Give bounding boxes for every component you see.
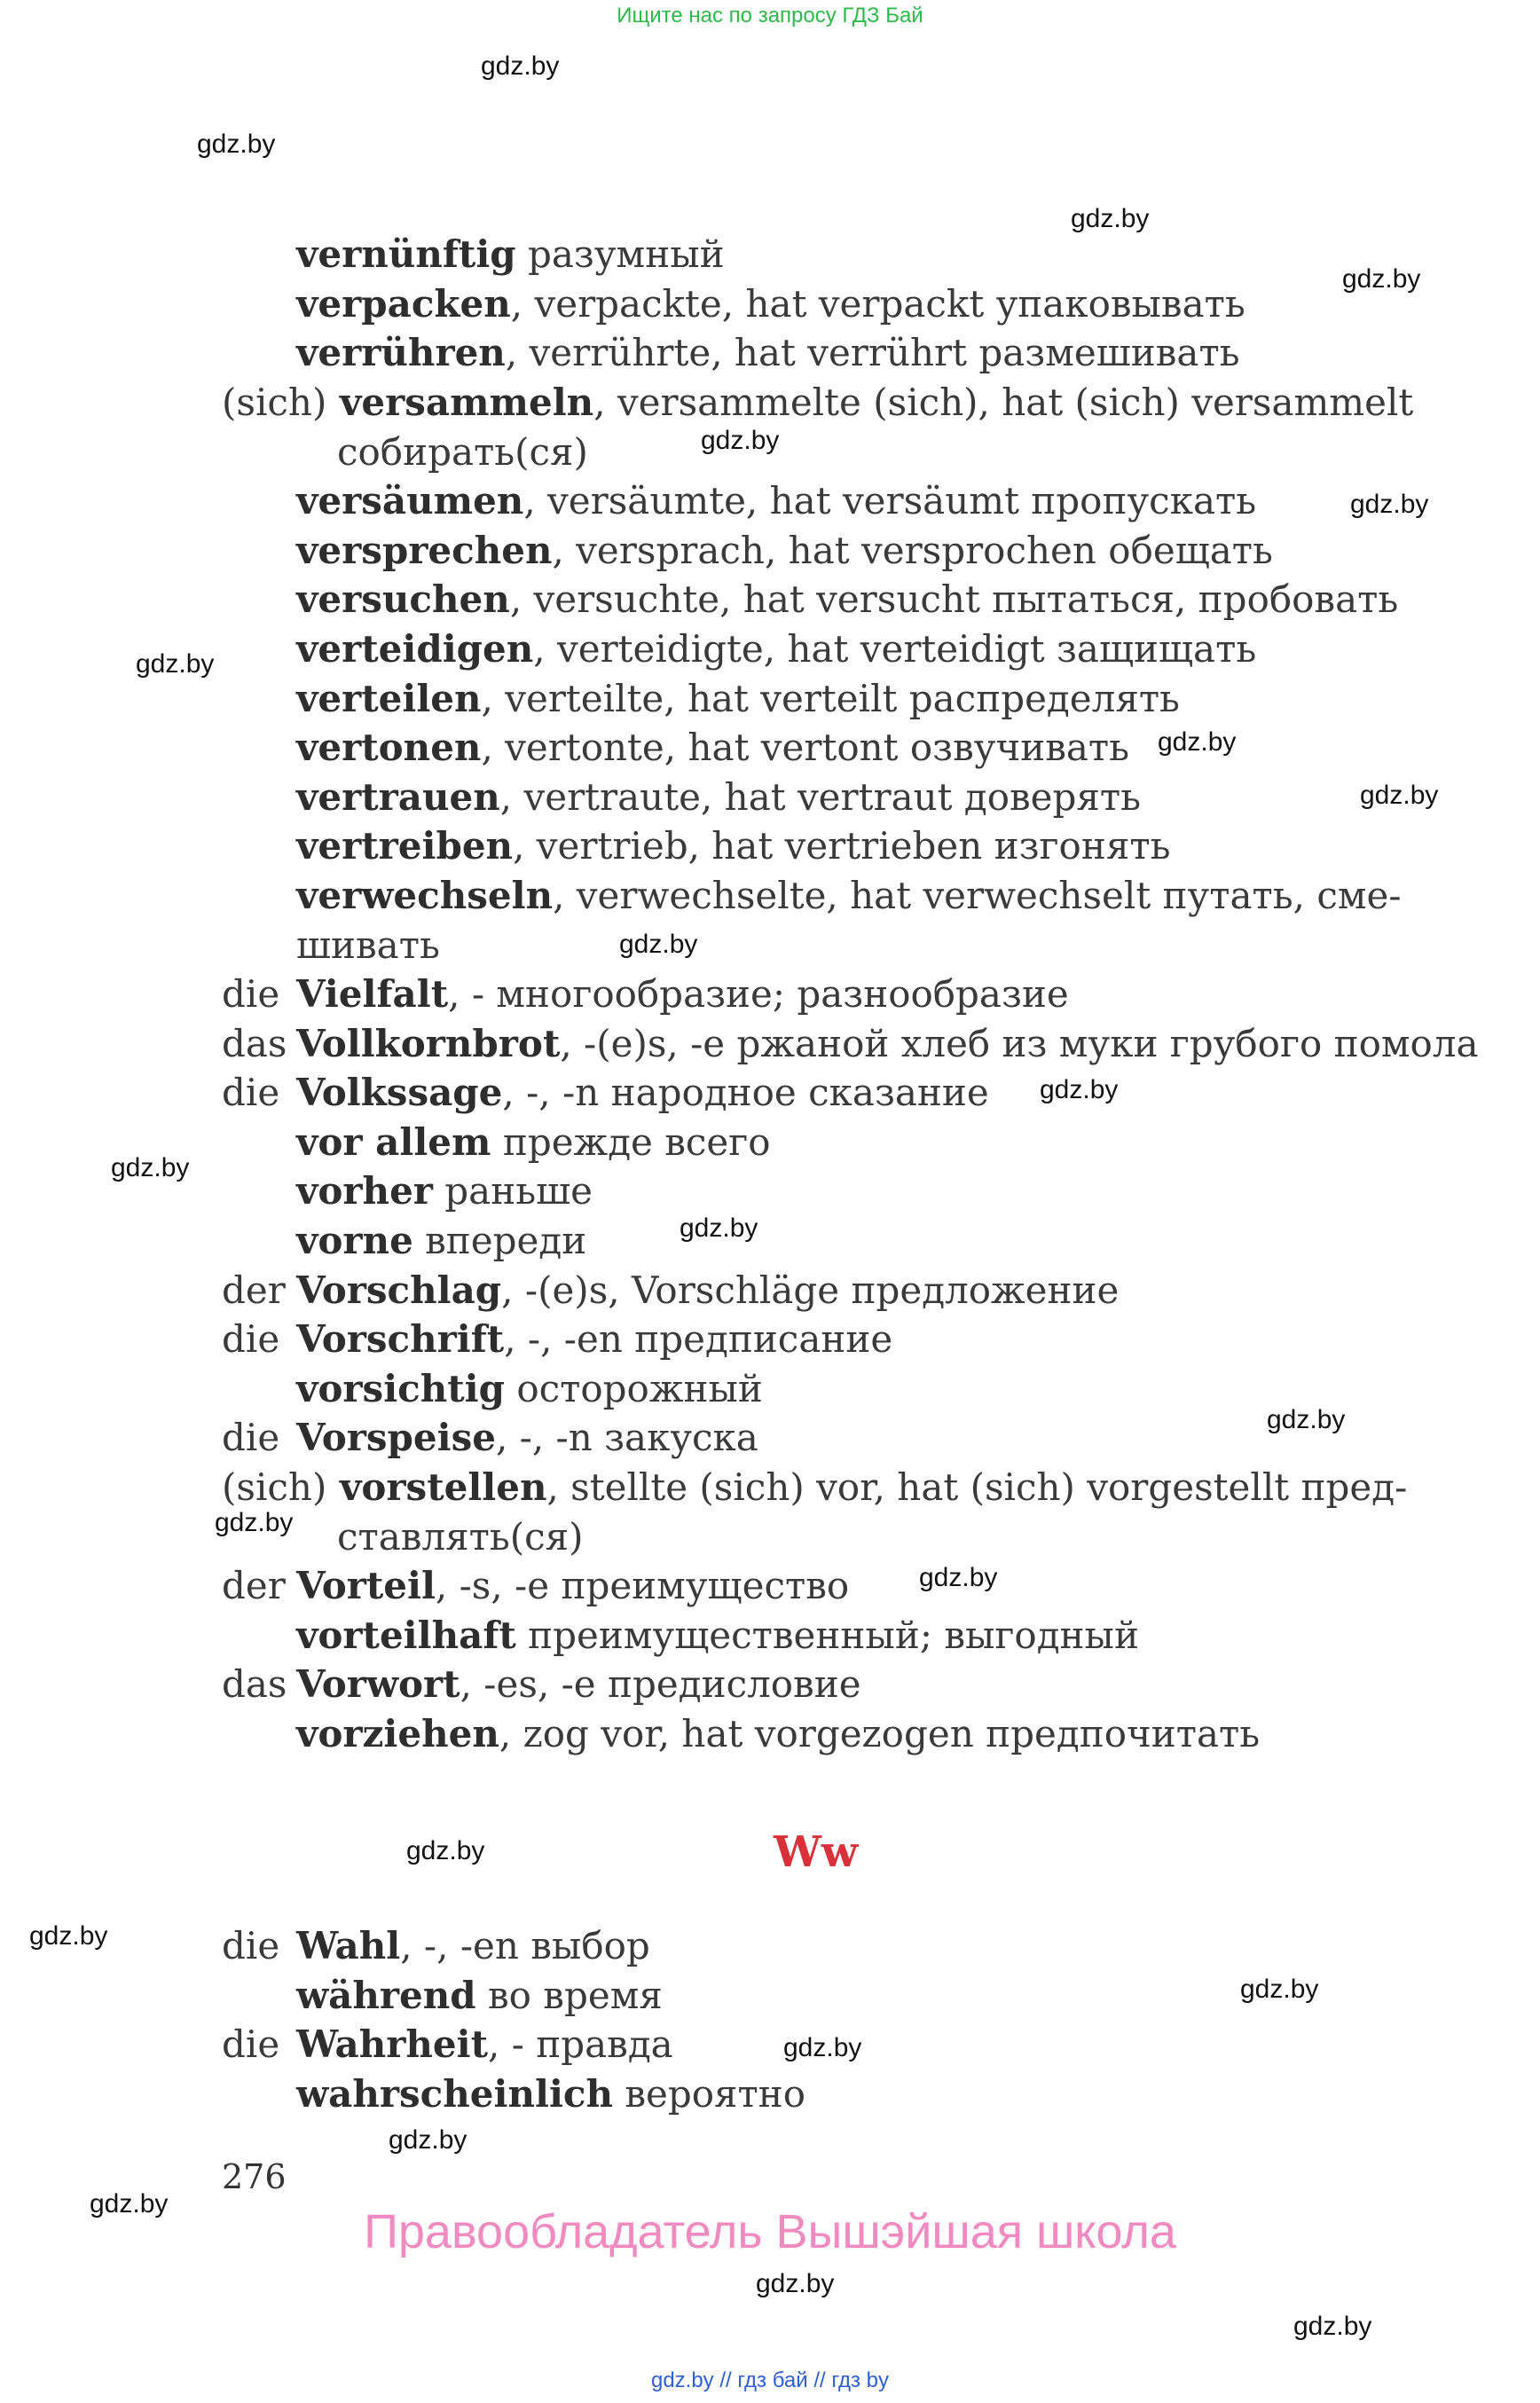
dictionary-entry xyxy=(222,279,1245,329)
entry-article: die xyxy=(222,1416,280,1459)
watermark: gdz.by xyxy=(111,1153,190,1182)
watermark: gdz.by xyxy=(1267,1405,1346,1434)
entry-definition: раньше xyxy=(432,1169,593,1213)
entry-definition: во время xyxy=(475,1974,663,2017)
dictionary-entry xyxy=(222,1611,1139,1661)
entry-headword: verrühren xyxy=(296,331,506,374)
entry-definition: вероятно xyxy=(613,2072,806,2116)
entry-article: das xyxy=(222,1662,287,1706)
entry-article: die xyxy=(222,2022,280,2066)
dictionary-entry xyxy=(222,674,1180,724)
entry-definition: , versammelte (sich), hat (sich) versammelt xyxy=(593,381,1414,424)
watermark: gdz.by xyxy=(680,1213,758,1243)
entry-definition: разумный xyxy=(515,232,725,276)
entry-article: die xyxy=(222,1924,280,1967)
entry-headword: versäumen xyxy=(296,479,524,522)
dictionary-entry xyxy=(222,624,1256,674)
watermark: gdz.by xyxy=(783,2033,862,2062)
dictionary-entry xyxy=(222,1463,1407,1512)
dictionary-entry xyxy=(222,970,1069,1019)
dictionary-entry xyxy=(222,2020,673,2069)
entry-headword: vertonen xyxy=(296,726,482,769)
dictionary-entry xyxy=(222,1709,1260,1759)
entry-definition: прежде всего xyxy=(491,1120,771,1164)
entry-article: die xyxy=(222,1071,280,1114)
entry-definition: , -(e)s, -e ржаной хлеб из муки грубого помола xyxy=(560,1022,1479,1065)
entry-article: die xyxy=(222,1317,280,1361)
entry-headword: vorher xyxy=(296,1169,433,1213)
dictionary-entry xyxy=(222,2069,805,2119)
entry-article: der xyxy=(222,1564,286,1607)
dictionary-entry xyxy=(222,1660,861,1709)
dictionary-entry xyxy=(222,1266,1119,1315)
entry-headword: Vollkornbrot xyxy=(296,1022,561,1065)
entry-definition: , verteidigte, hat verteidigt защищать xyxy=(533,627,1257,671)
entry-definition: , vertonte, hat vertont озвучивать xyxy=(481,726,1129,769)
entry-headword: Wahrheit xyxy=(296,2022,489,2066)
dictionary-entry xyxy=(222,230,725,279)
page-number: 276 xyxy=(222,2157,287,2196)
section-letter: Ww xyxy=(774,1827,859,1877)
copyright-notice: Правообладатель Вышэйшая школа xyxy=(364,2205,1176,2258)
entry-definition: , - многообразие; разнообразие xyxy=(448,972,1069,1016)
watermark: gdz.by xyxy=(389,2125,468,2155)
entry-headword: verpacken xyxy=(296,282,511,326)
entry-definition: , -es, -e предисловие xyxy=(460,1662,861,1706)
entry-headword: Vorteil xyxy=(296,1564,436,1607)
entry-headword: vertreiben xyxy=(296,824,514,868)
watermark: gdz.by xyxy=(1040,1075,1119,1104)
dictionary-entry xyxy=(222,1019,1479,1069)
entry-definition: , -(e)s, Vorschläge предложение xyxy=(501,1268,1120,1312)
entry-definition: , -s, -e преимущество xyxy=(435,1564,850,1607)
entry-headword: verteilen xyxy=(296,677,482,720)
entry-headword: verteidigen xyxy=(296,627,534,671)
entry-definition: , versprach, hat versprochen обещать xyxy=(552,529,1273,572)
entry-headword: vorziehen xyxy=(296,1712,499,1755)
watermark: gdz.by xyxy=(481,51,560,81)
entry-definition: , stellte (sich) vor, hat (sich) vorgestellt пред- xyxy=(546,1465,1408,1509)
watermark: gdz.by xyxy=(215,1508,294,1537)
dictionary-entry xyxy=(222,1413,758,1463)
dictionary-entry xyxy=(222,526,1273,576)
watermark: gdz.by xyxy=(919,1563,998,1592)
entry-definition: , -, -n закуска xyxy=(495,1416,758,1459)
watermark: gdz.by xyxy=(90,2189,169,2218)
entry-article: (sich) xyxy=(222,1465,327,1509)
entry-headword: wahrscheinlich xyxy=(296,2072,614,2116)
entry-headword: Vielfalt xyxy=(296,972,449,1016)
entry-definition: , -, -n народное сказание xyxy=(502,1071,989,1114)
entry-definition: , versuchte, hat versucht пытаться, пробовать xyxy=(509,577,1399,621)
dictionary-entry xyxy=(222,328,1240,378)
entry-headword: Volkssage xyxy=(296,1071,503,1114)
entry-headword: vorsichtig xyxy=(296,1367,505,1410)
entry-headword: versuchen xyxy=(296,577,510,621)
dictionary-entry xyxy=(222,1315,892,1364)
dictionary-entry xyxy=(222,871,1402,921)
entry-headword: während xyxy=(296,1974,476,2017)
entry-definition: , vertrieb, hat vertrieben изгонять xyxy=(513,824,1171,868)
entry-headword: vorstellen xyxy=(340,1465,547,1509)
entry-article: die xyxy=(222,972,280,1016)
entry-article: der xyxy=(222,1268,286,1312)
entry-definition: , vertraute, hat vertraut доверять xyxy=(499,775,1142,819)
entry-headword: Vorschrift xyxy=(296,1317,505,1361)
watermark: gdz.by xyxy=(1360,781,1439,810)
watermark: gdz.by xyxy=(406,1836,485,1865)
dictionary-entry xyxy=(222,723,1129,773)
entry-headword: vertrauen xyxy=(296,775,500,819)
dictionary-entry xyxy=(222,378,1413,428)
entry-article: das xyxy=(222,1022,287,1065)
dictionary-entry xyxy=(222,1364,763,1414)
footer-links[interactable]: gdz.by // гдз бай // гдз by xyxy=(650,2368,890,2392)
dictionary-entry xyxy=(222,1166,593,1216)
watermark: gdz.by xyxy=(136,649,215,679)
dictionary-entry xyxy=(222,476,1256,526)
entry-definition: преимущественный; выгодный xyxy=(515,1614,1139,1657)
entry-definition: , -, -en выбор xyxy=(400,1924,650,1967)
entry-definition: , - правда xyxy=(488,2022,673,2066)
entry-headword: vorteilhaft xyxy=(296,1614,516,1657)
entry-definition: осторожный xyxy=(504,1367,763,1410)
watermark: gdz.by xyxy=(29,1921,108,1951)
entry-continuation: собирать(ся) xyxy=(337,430,588,474)
dictionary-entry xyxy=(222,1068,989,1118)
watermark: gdz.by xyxy=(1240,1975,1319,2004)
entry-definition: , verrührte, hat verrührt размешивать xyxy=(505,331,1240,374)
entry-headword: Vorwort xyxy=(296,1662,460,1706)
dictionary-entry xyxy=(222,1216,586,1266)
entry-article: (sich) xyxy=(222,381,327,424)
dictionary-entry xyxy=(222,575,1398,624)
entry-definition: , zog vor, hat vorgezogen предпочитать xyxy=(499,1712,1261,1755)
dictionary-entry xyxy=(222,1118,771,1167)
entry-continuation: ставлять(ся) xyxy=(337,1515,584,1559)
watermark: gdz.by xyxy=(1071,204,1150,233)
entry-headword: verwechseln xyxy=(296,874,554,917)
dictionary-entry xyxy=(222,773,1141,822)
entry-headword: Vorspeise xyxy=(296,1416,496,1459)
entry-definition: , verpackte, hat verpackt упаковывать xyxy=(510,282,1245,326)
entry-headword: vernünftig xyxy=(296,232,516,276)
watermark: gdz.by xyxy=(1293,2312,1372,2341)
entry-definition: впереди xyxy=(412,1219,587,1262)
entry-continuation: шивать xyxy=(296,923,440,967)
entry-definition: , verwechselte, hat verwechselt путать, сме- xyxy=(553,874,1402,917)
watermark: gdz.by xyxy=(756,2269,835,2298)
watermark: gdz.by xyxy=(1342,264,1421,294)
entry-headword: versammeln xyxy=(340,381,594,424)
dictionary-entry xyxy=(222,1971,663,2021)
dictionary-entry xyxy=(222,821,1170,871)
entry-definition: , -, -en предписание xyxy=(504,1317,893,1361)
dictionary-entry xyxy=(222,1921,650,1971)
entry-definition: , versäumte, hat versäumt пропускать xyxy=(523,479,1257,522)
watermark: gdz.by xyxy=(1158,727,1237,757)
entry-headword: vor allem xyxy=(296,1120,491,1164)
watermark: gdz.by xyxy=(619,930,698,959)
entry-headword: Wahl xyxy=(296,1924,401,1967)
entry-definition: , verteilte, hat verteilt распределять xyxy=(481,677,1180,720)
dictionary-entry xyxy=(222,1561,849,1611)
entry-headword: Vorschlag xyxy=(296,1268,502,1312)
watermark: gdz.by xyxy=(1350,490,1429,519)
entry-headword: vorne xyxy=(296,1219,413,1262)
search-hint: Ищите нас по запросу ГДЗ Бай xyxy=(617,4,923,27)
watermark: gdz.by xyxy=(701,426,780,455)
entry-headword: versprechen xyxy=(296,529,553,572)
watermark: gdz.by xyxy=(197,130,276,159)
